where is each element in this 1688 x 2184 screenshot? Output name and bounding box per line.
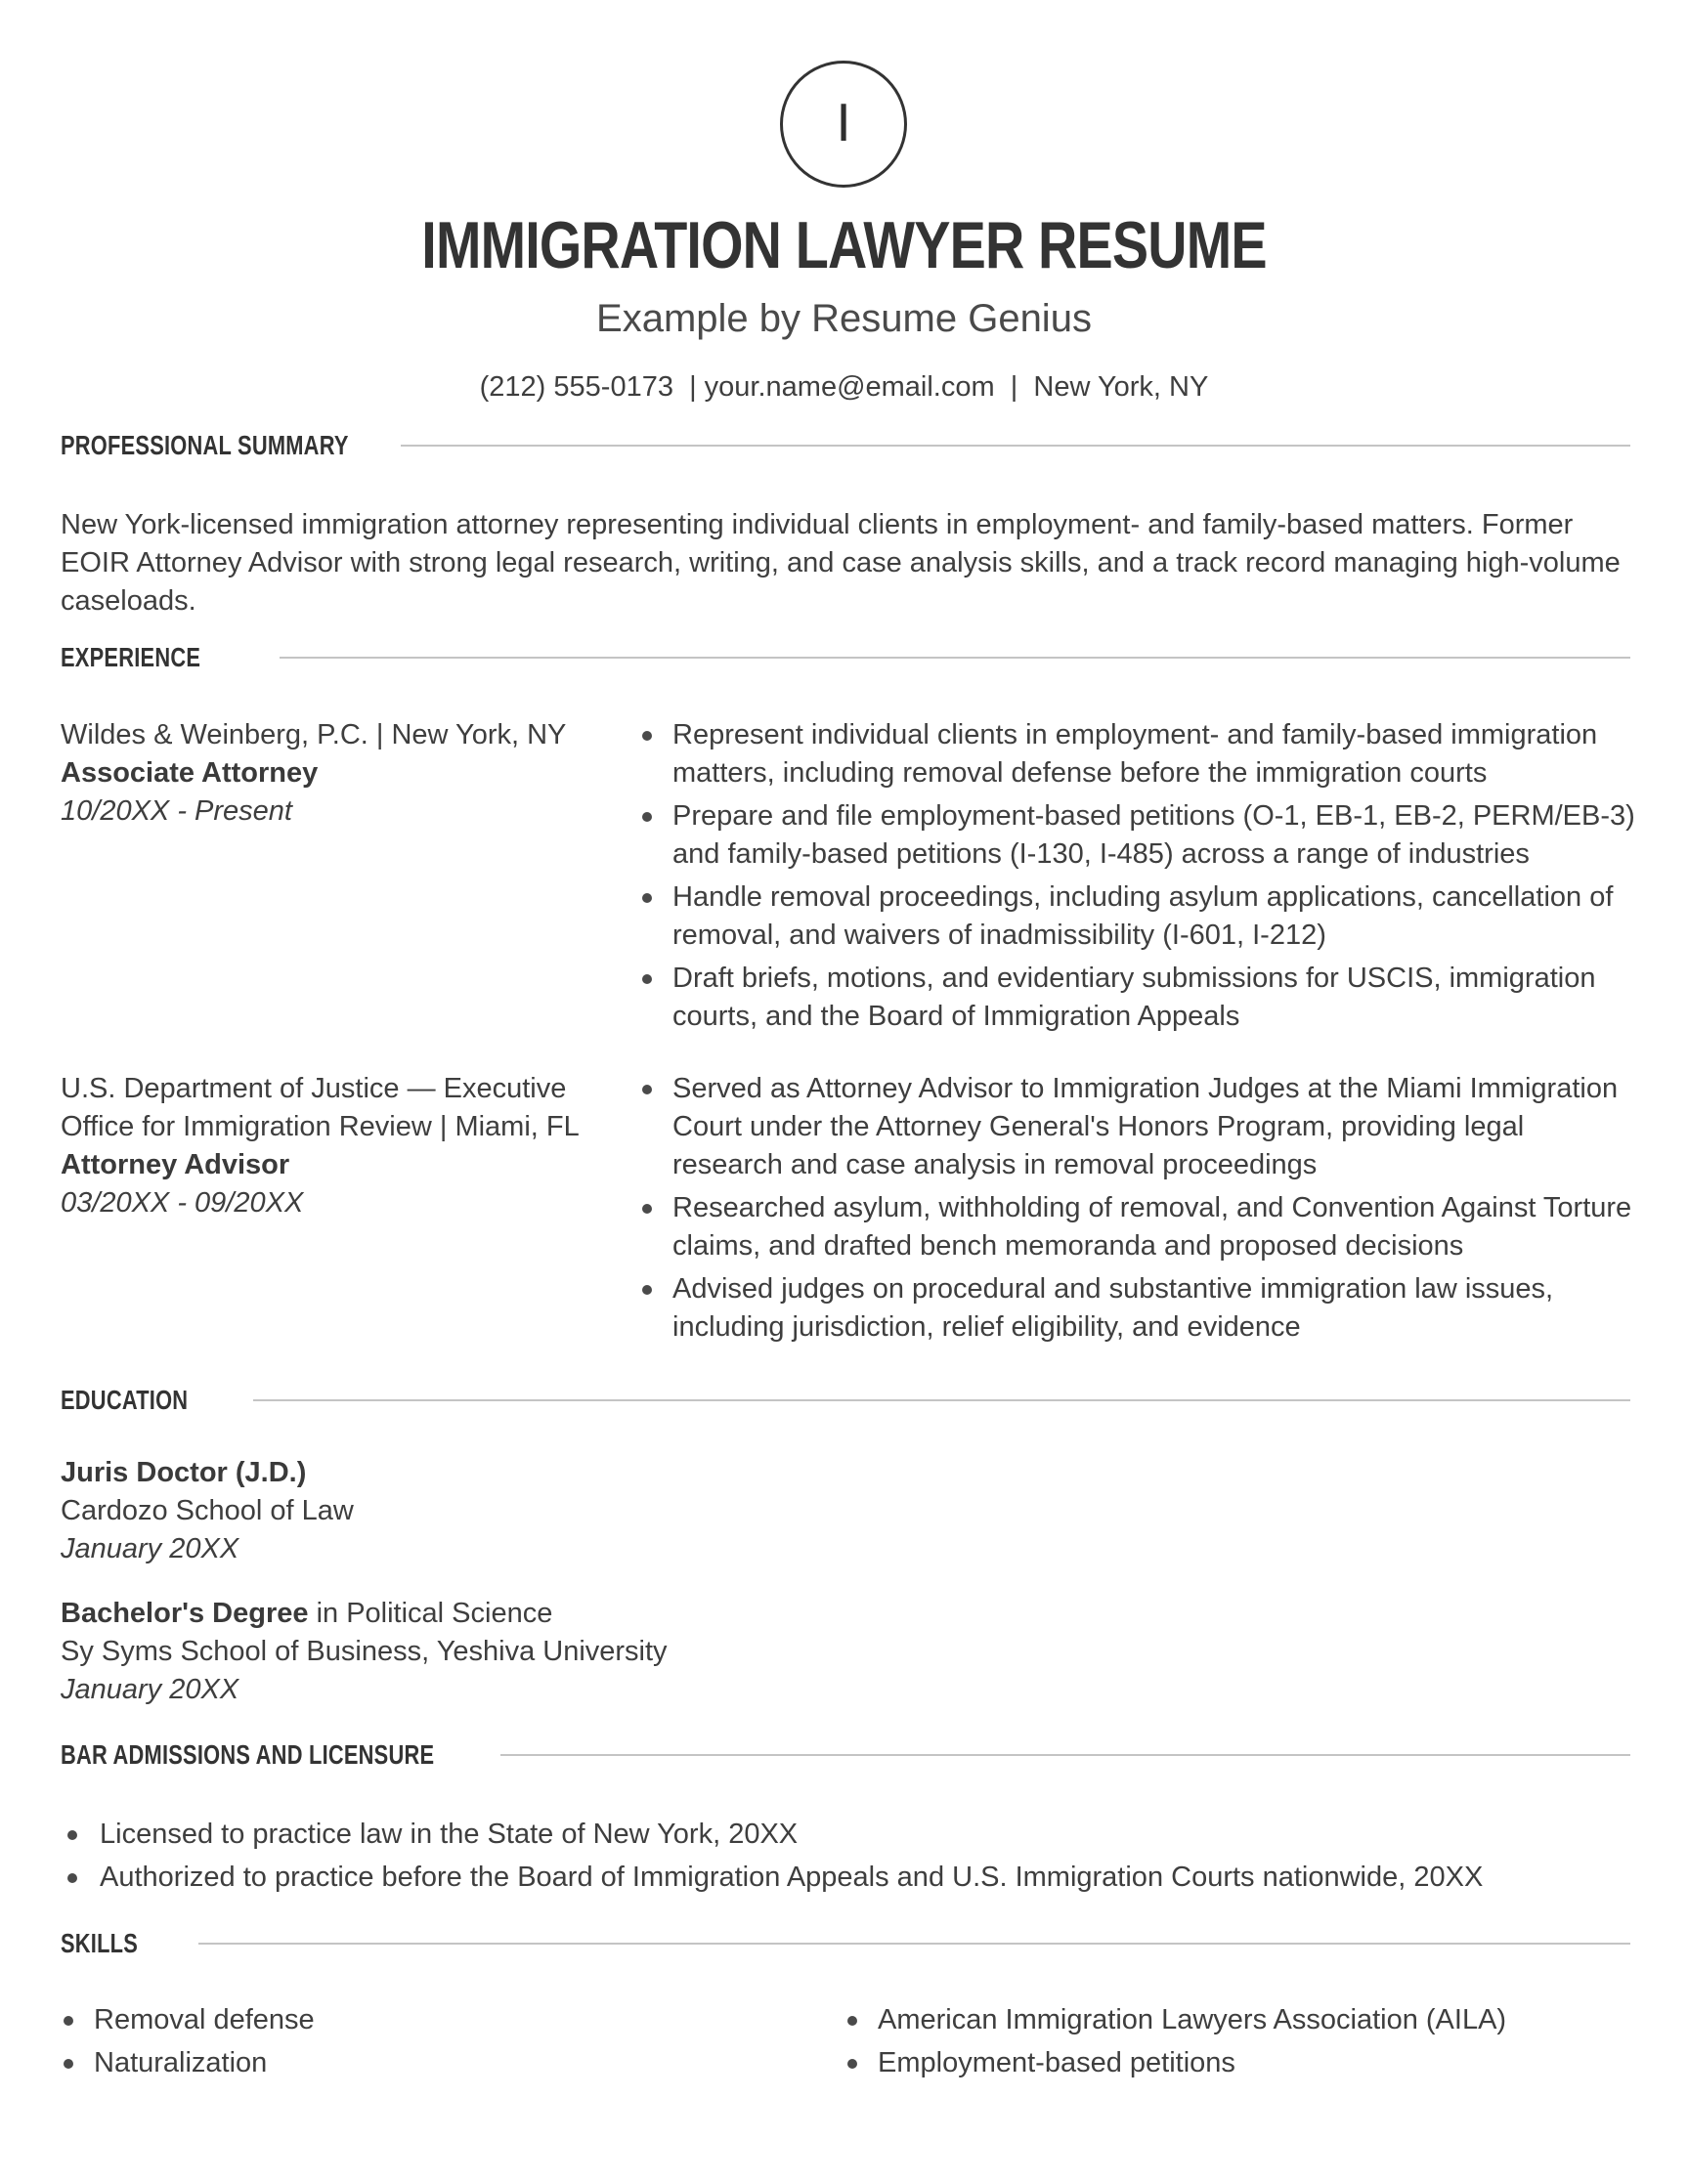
section-divider: [253, 1399, 1630, 1401]
education-school: Cardozo School of Law: [61, 1495, 354, 1526]
job-role: Associate Attorney: [61, 757, 319, 789]
job-bullet: Handle removal proceedings, including asylum applications, cancellation of removal, and waivers of inadmissibility (I-601, I-212): [635, 878, 1642, 955]
skills-list-left: [61, 2001, 803, 2087]
list-item: Licensed to practice law in the State of New York, 20XX: [61, 1816, 1630, 1854]
section-label: BAR ADMISSIONS AND LICENSURE: [61, 1739, 435, 1770]
job-bullet: Served as Attorney Advisor to Immigration Judges at the Miami Immigration Court under the Attorney General's Honors Program, providing legal research and case analysis in removal proceedings: [635, 1070, 1642, 1184]
section-label: EDUCATION: [61, 1385, 189, 1415]
job-meta: [61, 1070, 618, 1222]
education-degree: Bachelor's Degree: [61, 1598, 309, 1629]
summary-paragraph: New York-licensed immigration attorney representing individual clients in employment- and family-based matters. Former EOIR Attorney Advisor with strong legal research, writing, and case analysis skills, and a track record managing high-volume caseloads.: [61, 509, 1621, 617]
bar-admissions-list: [61, 1816, 1630, 1902]
resume-subtitle: Example by Resume Genius: [596, 297, 1092, 340]
list-item: Authorized to practice before the Board of Immigration Appeals and U.S. Immigration Courts nationwide, 20XX: [61, 1859, 1630, 1897]
skills-list-right: [844, 2001, 1587, 2087]
job-dates: 03/20XX - 09/20XX: [61, 1187, 304, 1219]
section-label: SKILLS: [61, 1928, 139, 1958]
contact-line: (212) 555-0173 | your.name@email.com | New York, NY: [479, 371, 1209, 403]
section-heading-bar-admissions: [61, 1739, 1630, 1771]
skill-item: American Immigration Lawyers Association (AILA): [844, 2001, 1587, 2039]
job-bullets: [635, 716, 1642, 1041]
monogram-badge: [780, 61, 907, 188]
education-date: January 20XX: [61, 1533, 239, 1564]
education-entry: [61, 1454, 940, 1568]
job-bullet: Represent individual clients in employment- and family-based immigration matters, including removal defense before the immigration courts: [635, 716, 1642, 792]
skill-item: Naturalization: [61, 2044, 803, 2082]
section-heading-education: [61, 1385, 1630, 1416]
section-label: PROFESSIONAL SUMMARY: [61, 430, 349, 460]
education-date: January 20XX: [61, 1674, 239, 1705]
education-degree: Juris Doctor (J.D.): [61, 1457, 307, 1488]
job-dates: 10/20XX - Present: [61, 795, 292, 827]
section-label: EXPERIENCE: [61, 642, 201, 672]
education-school: Sy Syms School of Business, Yeshiva University: [61, 1636, 668, 1667]
education-field: in Political Science: [308, 1598, 553, 1629]
section-divider: [280, 657, 1631, 659]
job-employer: Wildes & Weinberg, P.C. | New York, NY: [61, 719, 567, 750]
section-heading-experience: [61, 642, 1630, 673]
job-role: Attorney Advisor: [61, 1149, 290, 1180]
section-divider: [401, 445, 1630, 447]
job-bullet: Draft briefs, motions, and evidentiary submissions for USCIS, immigration courts, and the Board of Immigration Appeals: [635, 960, 1642, 1036]
job-employer: U.S. Department of Justice — Executive Office for Immigration Review | Miami, FL: [61, 1073, 580, 1142]
resume-title: IMMIGRATION LAWYER RESUME: [421, 208, 1267, 282]
skill-item: Removal defense: [61, 2001, 803, 2039]
section-divider: [500, 1754, 1630, 1756]
job-bullets: [635, 1070, 1642, 1351]
education-entry: [61, 1595, 940, 1709]
skill-item: Employment-based petitions: [844, 2044, 1587, 2082]
section-heading-summary: [61, 430, 1630, 461]
job-meta: [61, 716, 608, 831]
section-divider: [198, 1943, 1630, 1945]
job-bullet: Researched asylum, withholding of removal, and Convention Against Torture claims, and drafted bench memoranda and proposed decisions: [635, 1189, 1642, 1265]
section-heading-skills: [61, 1928, 1630, 1959]
monogram-letter: I: [836, 95, 851, 153]
job-bullet: Advised judges on procedural and substantive immigration law issues, including jurisdiction, relief eligibility, and evidence: [635, 1270, 1642, 1347]
job-bullet: Prepare and file employment-based petitions (O-1, EB-1, EB-2, PERM/EB-3) and family-based petitions (I-130, I-485) across a range of industries: [635, 797, 1642, 874]
